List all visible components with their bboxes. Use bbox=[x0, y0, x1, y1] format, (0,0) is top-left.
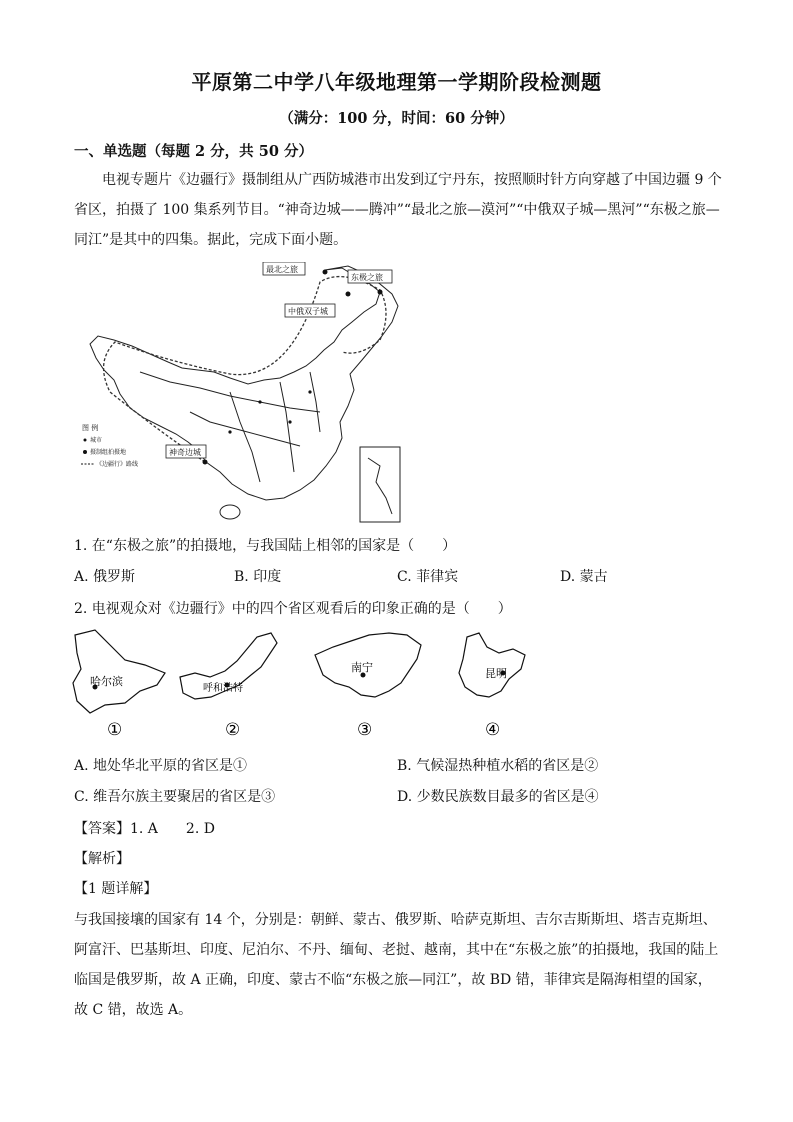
detail-text: 与我国接壤的国家有 14 个，分别是：朝鲜、蒙古、俄罗斯、哈萨克斯坦、吉尔吉斯斯坦、塔吉克斯坦、阿富汗、巴基斯坦、印度、尼泊尔、不丹、缅甸、老挝、越南，其中在“东极之旅”的拍摄地，我国的陆上临国是俄罗斯，故 A 正确，印度、蒙古不临“东极之旅—同江”，故 BD 错，菲律宾是隔海相望的国家，故 C 错，故选 A。 bbox=[74, 912, 719, 1018]
detail-heading: 【1 题详解】 bbox=[74, 881, 158, 897]
legend-city: 城市 bbox=[90, 437, 103, 444]
province-shape-inner-mongolia bbox=[175, 625, 285, 740]
q2-option-b[interactable]: B. 气候湿热种植水稻的省区是② bbox=[397, 758, 599, 774]
map-label-east: 东极之旅 bbox=[351, 273, 383, 282]
map-label-north: 最北之旅 bbox=[266, 265, 298, 274]
q2-option-a[interactable]: A. 地处华北平原的省区是① bbox=[74, 758, 248, 774]
legend-shoot: 摄制组拍摄地 bbox=[90, 449, 127, 456]
figure-number-3: ③ bbox=[357, 720, 373, 740]
exam-info: （满分：100 分，时间：60 分钟） bbox=[279, 110, 514, 127]
china-border-route-map bbox=[80, 262, 405, 527]
question-2-stem: 2. 电视观众对《边疆行》中的四个省区观看后的印象正确的是（ ） bbox=[74, 601, 512, 617]
city-nanning: 南宁 bbox=[351, 661, 373, 674]
legend-route: 《边疆行》路线 bbox=[96, 461, 139, 468]
analysis-heading: 【解析】 bbox=[74, 851, 130, 867]
section-heading: 一、单选题（每题 2 分，共 50 分） bbox=[74, 143, 313, 160]
map-label-twin: 中俄双子城 bbox=[288, 307, 328, 316]
province-shape-heilongjiang bbox=[65, 625, 175, 740]
q1-option-b[interactable]: B. 印度 bbox=[234, 569, 282, 585]
figure-number-4: ④ bbox=[485, 720, 501, 740]
city-hohhot: 呼和浩特 bbox=[203, 683, 243, 694]
page-title: 平原第二中学八年级地理第一学期阶段检测题 bbox=[191, 70, 602, 94]
province-shape-yunnan bbox=[445, 625, 555, 740]
answer-line: 【答案】1. A 2. D bbox=[74, 821, 215, 837]
province-shape-guangxi bbox=[305, 625, 435, 740]
city-kunming: 昆明 bbox=[485, 667, 507, 680]
legend-title: 图 例 bbox=[82, 424, 99, 432]
q1-option-d[interactable]: D. 蒙古 bbox=[560, 569, 608, 585]
figure-number-2: ② bbox=[225, 720, 241, 740]
question-1-stem: 1. 在“东极之旅”的拍摄地，与我国陆上相邻的国家是（ ） bbox=[74, 538, 457, 554]
q1-option-a[interactable]: A. 俄罗斯 bbox=[74, 569, 136, 585]
q2-option-c[interactable]: C. 维吾尔族主要聚居的省区是③ bbox=[74, 789, 276, 805]
question-intro: 电视专题片《边疆行》摄制组从广西防城港市出发到辽宁丹东，按照顺时针方向穿越了中国边疆 9 个省区，拍摄了 100 集系列节目。“神奇边城——腾冲”“最北之旅—漠河”“中俄双子城—黑河”“东极之旅—同江”是其中的四集。据此，完成下面小题。 bbox=[74, 172, 722, 248]
figure-number-1: ① bbox=[107, 720, 123, 740]
q2-option-d[interactable]: D. 少数民族数目最多的省区是④ bbox=[397, 789, 599, 805]
q1-option-c[interactable]: C. 菲律宾 bbox=[397, 569, 459, 585]
city-harbin: 哈尔滨 bbox=[90, 675, 123, 688]
map-label-border: 神奇边城 bbox=[169, 448, 201, 457]
